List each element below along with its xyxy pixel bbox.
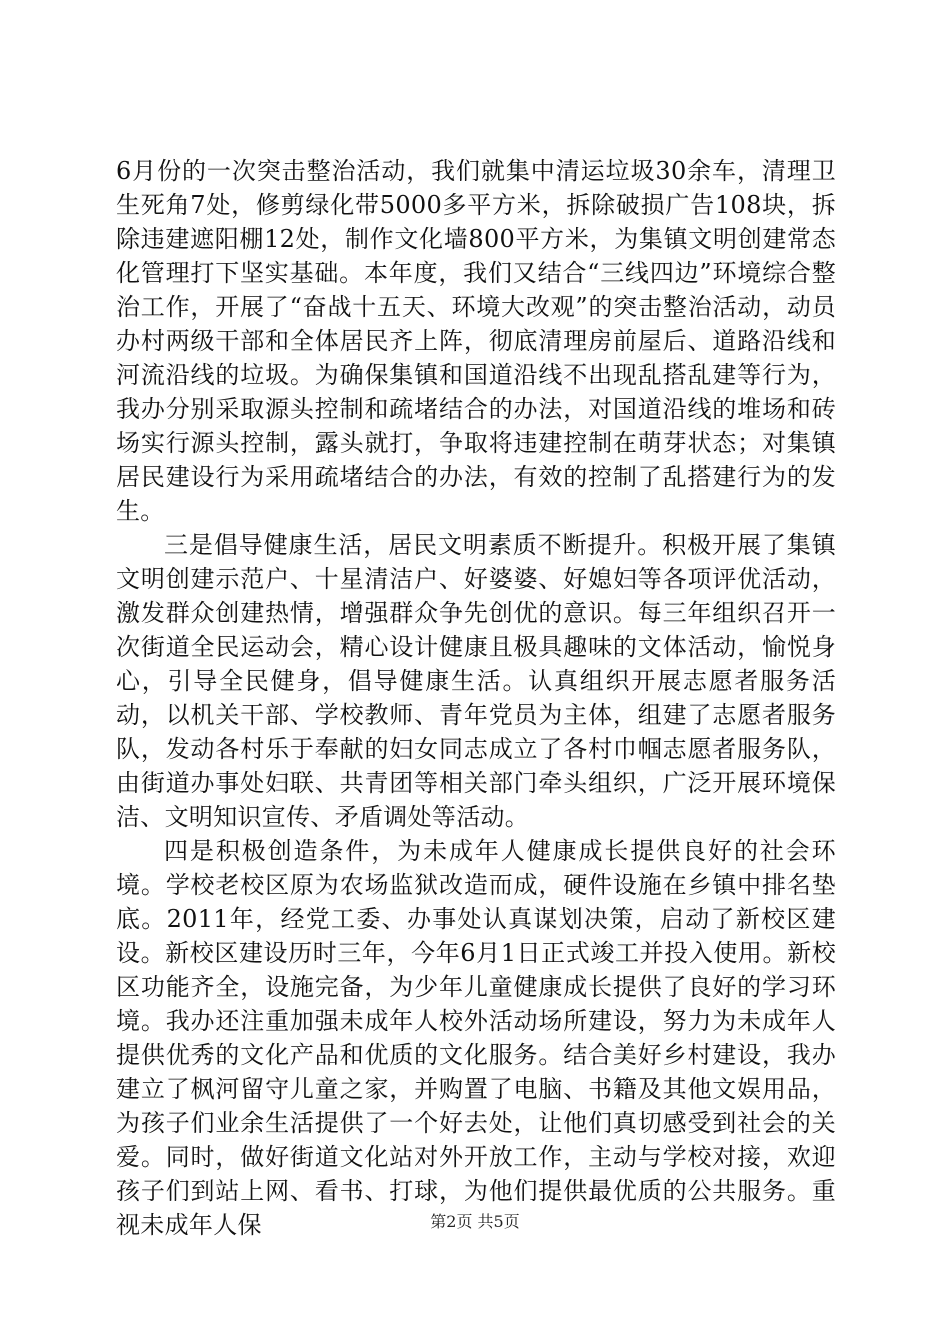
paragraph-3: 四是积极创造条件，为未成年人健康成长提供良好的社会环境。学校老校区原为农场监狱改造而成，硬件设施在乡镇中排名垫底。2011年，经党工委、办事处认真谋划决策，启动了新校区建设。新校区建设历时三年，今年6月1日正式竣工并投入使用。新校区功能齐全，设施完备，为少年儿童健康成长提供了良好的学习环境。我办还注重加强未成年人校外活动场所建设，努力为未成年人提供优秀的文化产品和优质的文化服务。结合美好乡村建设，我办建立了枫河留守儿童之家，并购置了电脑、书籍及其他文娱用品，为孩子们业余生活提供了一个好去处，让他们真切感受到社会的关爱。同时，做好街道文化站对外开放工作，主动与学校对接，欢迎孩子们到站上网、看书、打球，为他们提供最优质的公共服务。重视未成年人保 bbox=[116, 837, 836, 1239]
page-footer: 第2页 共5页 bbox=[430, 1212, 520, 1231]
paragraph-2: 三是倡导健康生活，居民文明素质不断提升。积极开展了集镇文明创建示范户、十星清洁户、好婆婆、好媳妇等各项评优活动，激发群众创建热情，增强群众争先创优的意识。每三年组织召开一次街道全民运动会，精心设计健康且极具趣味的文体活动，愉悦身心，引导全民健身，倡导健康生活。认真组织开展志愿者服务活动，以机关干部、学校教师、青年党员为主体，组建了志愿者服务队，发动各村乐于奉献的妇女同志成立了各村巾帼志愿者服务队，由街道办事处妇联、共青团等相关部门牵头组织，广泛开展环境保洁、文明知识宣传、矛盾调处等活动。 bbox=[116, 531, 836, 831]
paragraph-1: 6月份的一次突击整治活动，我们就集中清运垃圾30余车，清理卫生死角7处，修剪绿化带5000多平方米，拆除破损广告108块，拆除违建遮阳棚12处，制作文化墙800平方米，为集镇文明创建常态化管理打下坚实基础。本年度，我们又结合“三线四边”环境综合整治工作，开展了“奋战十五天、环境大改观”的突击整治活动，动员办村两级干部和全体居民齐上阵，彻底清理房前屋后、道路沿线和河流沿线的垃圾。为确保集镇和国道沿线不出现乱搭乱建等行为，我办分别采取源头控制和疏堵结合的办法，对国道沿线的堆场和砖场实行源头控制，露头就打，争取将违建控制在萌芽状态；对集镇居民建设行为采用疏堵结合的办法，有效的控制了乱搭建行为的发生。 bbox=[116, 157, 836, 525]
document-body bbox=[116, 154, 836, 1242]
